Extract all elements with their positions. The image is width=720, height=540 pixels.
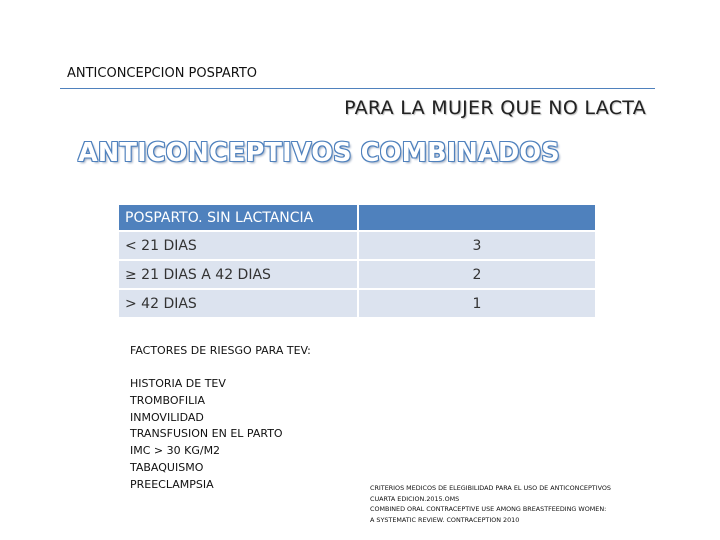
row-value: 1 [358,289,596,318]
references [370,483,611,526]
list-item: TROMBOFILIA [130,393,205,407]
list-item: INMOVILIDAD [130,410,204,424]
table-row [118,289,596,318]
row-label: ≥ 21 DIAS A 42 DIAS [118,260,358,289]
table-header-label: POSPARTO. SIN LACTANCIA [118,204,358,231]
subtitle: PARA LA MUJER QUE NO LACTA [344,97,646,119]
risk-factors [130,344,311,494]
row-value: 2 [358,260,596,289]
risk-factors-list [130,376,311,494]
list-item: TRANSFUSION EN EL PARTO [130,427,283,441]
reference-line: CRITERIOS MEDICOS DE ELEGIBILIDAD PARA EL USO DE ANTICONCEPTIVOS [370,484,611,492]
list-item: HISTORIA DE TEV [130,377,226,390]
list-item: TABAQUISMO [130,460,204,474]
table-header-value [358,204,596,231]
row-label: > 42 DIAS [118,289,358,318]
reference-line: A SYSTEMATIC REVIEW. CONTRACEPTION 2010 [370,516,520,525]
list-item: PREECLAMPSIA [130,477,214,491]
table-header-row [118,204,596,231]
header-title: ANTICONCEPCION POSPARTO [67,66,258,81]
row-label: < 21 DIAS [118,231,358,260]
header-divider [60,88,655,89]
eligibility-table [117,203,597,319]
list-item: IMC > 30 KG/M2 [130,444,221,458]
row-value: 3 [358,231,596,260]
risk-factors-heading: FACTORES DE RIESGO PARA TEV: [130,344,311,357]
table-row [118,260,596,289]
reference-line: COMBINED ORAL CONTRACEPTIVE USE AMONG BREASTFEEDING WOMEN: [370,505,607,514]
reference-line: CUARTA EDICION.2015.OMS [370,494,460,503]
main-title: ANTICONCEPTIVOS COMBINADOS [78,138,560,168]
table-row [118,231,596,260]
